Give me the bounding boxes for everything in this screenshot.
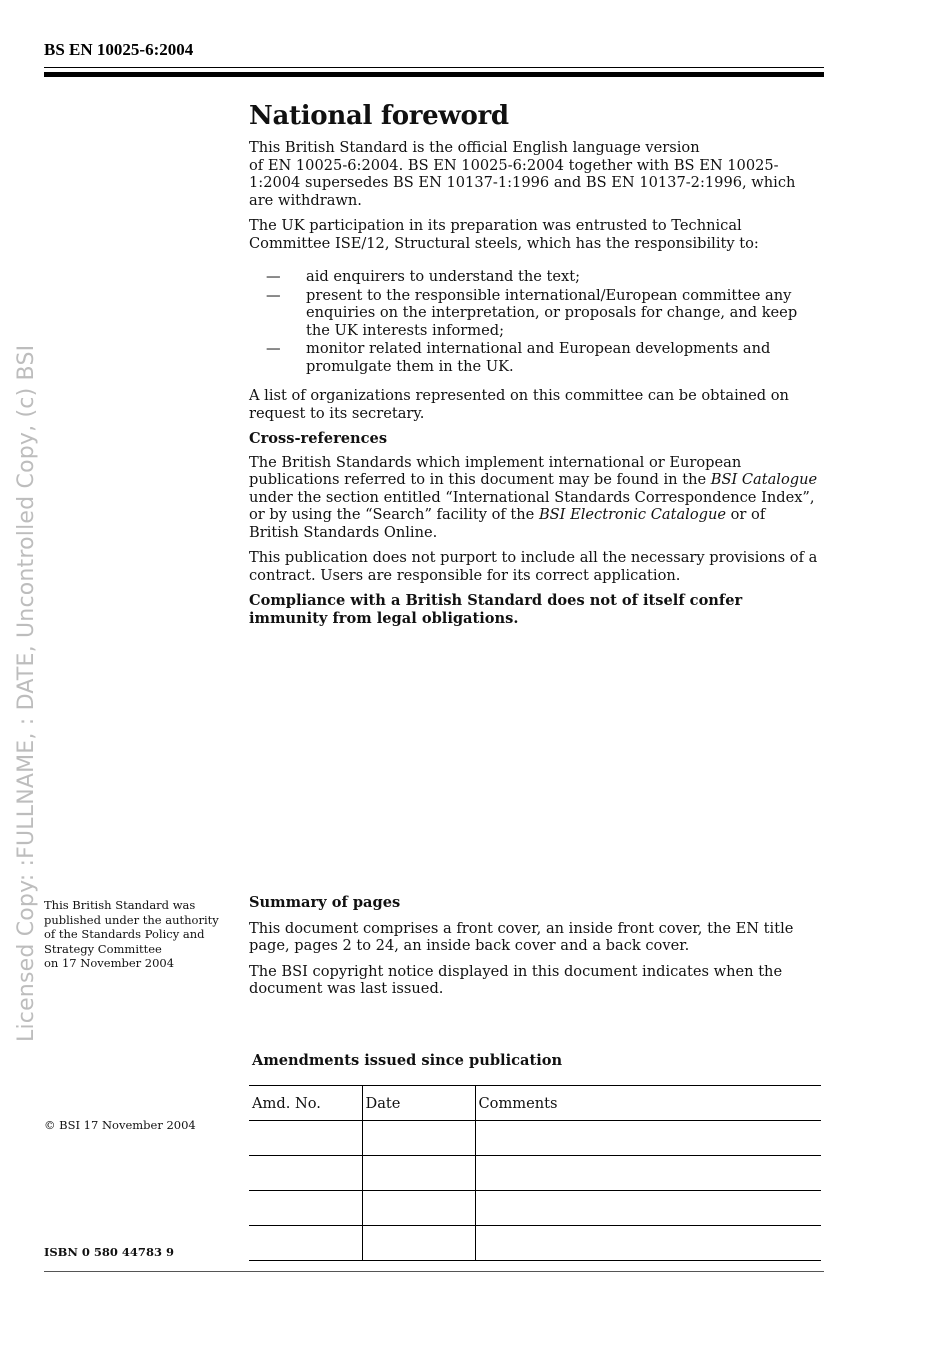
table-cell [362, 1121, 475, 1156]
isbn: ISBN 0 580 44783 9 [44, 1245, 174, 1259]
list-item-text: present to the responsible international/European committee any enquiries on the interpretation, or proposals for change, and keep the UK interests informed; [306, 286, 798, 339]
dash-marker: — [266, 340, 281, 357]
table-row [249, 1156, 821, 1191]
page-title: National foreword [249, 101, 509, 131]
table-cell [249, 1226, 362, 1261]
organizations-paragraph: A list of organizations represented on this committee can be obtained on request to its secretary. [249, 387, 789, 422]
copyright-notice-text: The BSI copyright notice displayed in this document indicates when the document was last issued. [249, 962, 783, 997]
header-rule-thick [44, 72, 824, 77]
list-item [249, 287, 824, 340]
intro-line-1: This British Standard is the official English language version [249, 139, 700, 156]
responsibility-list [249, 268, 824, 375]
column-header-comments: Comments [475, 1086, 821, 1121]
list-item-text: monitor related international and European developments and promulgate them in the UK. [306, 340, 771, 375]
crossref-text-4: British Standards Online. [249, 523, 438, 541]
dash-marker: — [266, 286, 281, 304]
summary-pages: This document comprises a front cover, an inside front cover, the EN title page, pages 2 to 24, an inside back cover and a back cover. [249, 919, 794, 954]
document-code: BS EN 10025-6:2004 [44, 40, 194, 59]
national-foreword [249, 101, 824, 635]
amendments-table [249, 1085, 821, 1261]
table-cell [362, 1226, 475, 1261]
publication-note-line: on 17 November 2004 [44, 956, 175, 970]
table-row [249, 1191, 821, 1226]
table-cell [362, 1191, 475, 1226]
crossref-text-1: The British Standards which implement international or European publications referred to in this document may be found in the [249, 453, 742, 488]
contract-paragraph: This publication does not purport to include all the necessary provisions of a contract. Users are responsible for its correct application. [249, 549, 818, 584]
publication-note-line: This British Standard was [44, 898, 196, 912]
crossref-heading: Cross-references [249, 430, 388, 447]
copyright-line: © BSI 17 November 2004 [44, 1118, 196, 1132]
column-header-amd-no: Amd. No. [249, 1086, 362, 1121]
crossref-text-2: under the section entitled “International Standards Correspondence Index”, or by using the “Search” facility of the [249, 488, 815, 523]
publication-note [44, 898, 234, 971]
publication-note-line: Strategy Committee [44, 941, 162, 956]
dash-marker: — [266, 268, 281, 285]
summary-heading: Summary of pages [249, 894, 401, 911]
bsi-electronic-catalogue-ref: BSI Electronic Catalogue [538, 506, 726, 523]
header-rule-thin [44, 67, 824, 68]
list-item-text: aid enquirers to understand the text; [306, 268, 581, 285]
bsi-catalogue-ref: BSI Catalogue [710, 471, 818, 488]
list-item [249, 268, 824, 286]
crossref-paragraph [249, 454, 824, 542]
intro-line-2: of EN 10025-6:2004. BS EN 10025-6:2004 together with BS EN 10025-1:2004 supersedes BS EN 10137-1:1996 and BS EN 10137-2:1996, which are withdrawn. [249, 156, 796, 209]
table-cell [249, 1121, 362, 1156]
compliance-statement: Compliance with a British Standard does not of itself confer immunity from legal obligations. [249, 592, 743, 627]
table-row [249, 1226, 821, 1261]
license-watermark: Licensed Copy: :FULLNAME, : DATE, Uncontrolled Copy, (c) BSI [14, 344, 39, 1042]
table-cell [249, 1191, 362, 1226]
summary-section [249, 894, 824, 1006]
list-item [249, 340, 824, 375]
publication-note-line: of the Standards Policy and [44, 927, 205, 941]
crossref-text-3: or of [730, 506, 766, 523]
table-cell [362, 1156, 475, 1191]
table-cell [249, 1156, 362, 1191]
table-cell [475, 1156, 821, 1191]
column-header-date: Date [362, 1086, 475, 1121]
intro-paragraph [249, 139, 824, 209]
table-cell [475, 1191, 821, 1226]
amendments-heading: Amendments issued since publication [252, 1052, 563, 1069]
participation-paragraph: The UK participation in its preparation was entrusted to Technical Committee ISE/12, Structural steels, which has the responsibility to: [249, 217, 759, 252]
publication-note-line: published under the authority [44, 912, 219, 927]
footer-rule [44, 1271, 824, 1272]
table-cell [475, 1226, 821, 1261]
table-header-row [249, 1086, 821, 1121]
table-row [249, 1121, 821, 1156]
table-cell [475, 1121, 821, 1156]
